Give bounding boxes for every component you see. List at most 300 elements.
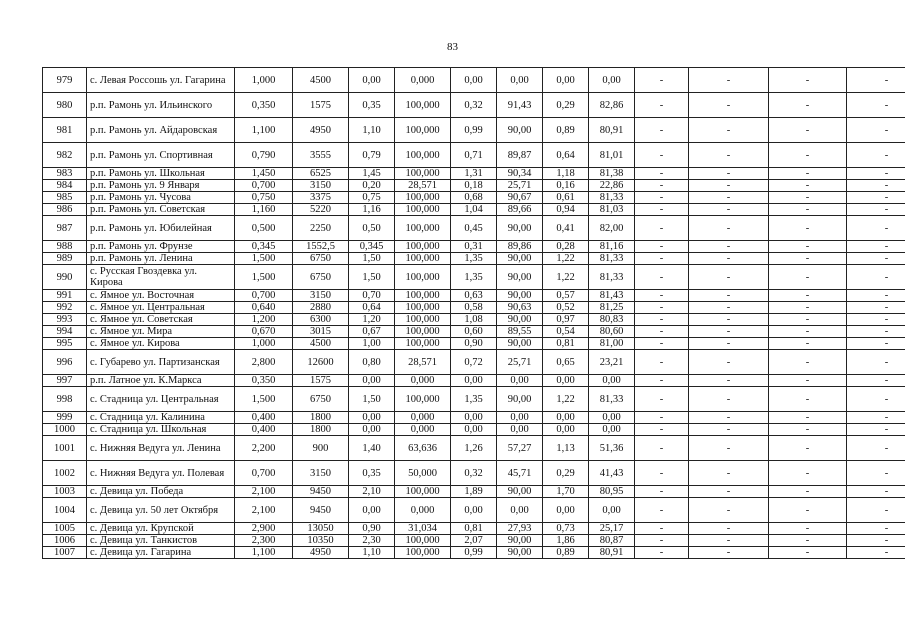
dash-cell-3: -: [769, 204, 847, 216]
percent-2: 89,87: [497, 143, 543, 168]
dash-cell-2: -: [689, 338, 769, 350]
row-number: 1006: [43, 535, 87, 547]
percent-1: 63,636: [395, 436, 451, 461]
value-7: 0,00: [543, 424, 589, 436]
street-name: с. Ямное ул. Восточная: [87, 290, 235, 302]
percent-3: 0,00: [589, 412, 635, 424]
value-3: 1,45: [349, 168, 395, 180]
percent-2: 90,00: [497, 314, 543, 326]
value-2: 1800: [293, 412, 349, 424]
table-row: [43, 204, 905, 216]
dash-cell-1: -: [635, 118, 689, 143]
dash-cell-3: -: [769, 143, 847, 168]
percent-3: 82,86: [589, 93, 635, 118]
table-row: [43, 180, 905, 192]
dash-cell-2: -: [689, 535, 769, 547]
value-2: 6525: [293, 168, 349, 180]
value-7: 0,97: [543, 314, 589, 326]
dash-cell-4: -: [847, 375, 905, 387]
value-3: 0,75: [349, 192, 395, 204]
street-name: с. Нижняя Ведуга ул. Ленина: [87, 436, 235, 461]
dash-cell-3: -: [769, 216, 847, 241]
dash-cell-2: -: [689, 375, 769, 387]
length-km: 0,500: [235, 216, 293, 241]
percent-2: 90,00: [497, 547, 543, 559]
row-number: 1001: [43, 436, 87, 461]
street-name: с. Губарево ул. Партизанская: [87, 350, 235, 375]
row-number: 985: [43, 192, 87, 204]
street-name: р.п. Рамонь ул. Ленина: [87, 253, 235, 265]
value-7: 1,70: [543, 486, 589, 498]
table-row: [43, 93, 905, 118]
value-2: 6750: [293, 265, 349, 290]
value-7: 0,28: [543, 241, 589, 253]
table-row: [43, 498, 905, 523]
dash-cell-4: -: [847, 326, 905, 338]
table-row: [43, 168, 905, 180]
dash-cell-3: -: [769, 523, 847, 535]
length-km: 1,000: [235, 338, 293, 350]
value-5: 0,32: [451, 461, 497, 486]
value-5: 0,45: [451, 216, 497, 241]
table-row: [43, 118, 905, 143]
value-2: 6750: [293, 387, 349, 412]
dash-cell-4: -: [847, 143, 905, 168]
value-3: 0,50: [349, 216, 395, 241]
value-5: 0,68: [451, 192, 497, 204]
dash-cell-2: -: [689, 216, 769, 241]
percent-1: 0,000: [395, 412, 451, 424]
street-name: р.п. Рамонь ул. Ильинского: [87, 93, 235, 118]
dash-cell-2: -: [689, 241, 769, 253]
street-name: с. Ямное ул. Центральная: [87, 302, 235, 314]
value-5: 0,99: [451, 547, 497, 559]
percent-3: 0,00: [589, 375, 635, 387]
value-3: 0,35: [349, 461, 395, 486]
percent-1: 100,000: [395, 143, 451, 168]
value-5: 2,07: [451, 535, 497, 547]
value-5: 1,35: [451, 253, 497, 265]
value-3: 1,50: [349, 253, 395, 265]
dash-cell-1: -: [635, 436, 689, 461]
length-km: 2,200: [235, 436, 293, 461]
value-3: 0,00: [349, 412, 395, 424]
dash-cell-2: -: [689, 486, 769, 498]
table-row: [43, 216, 905, 241]
row-number: 994: [43, 326, 87, 338]
percent-2: 90,00: [497, 216, 543, 241]
value-3: 0,00: [349, 375, 395, 387]
value-7: 0,29: [543, 93, 589, 118]
row-number: 990: [43, 265, 87, 290]
percent-3: 51,36: [589, 436, 635, 461]
dash-cell-4: -: [847, 387, 905, 412]
dash-cell-3: -: [769, 375, 847, 387]
length-km: 1,160: [235, 204, 293, 216]
dash-cell-2: -: [689, 192, 769, 204]
percent-2: 0,00: [497, 424, 543, 436]
percent-1: 100,000: [395, 204, 451, 216]
dash-cell-1: -: [635, 302, 689, 314]
dash-cell-1: -: [635, 535, 689, 547]
value-3: 0,64: [349, 302, 395, 314]
percent-2: 90,67: [497, 192, 543, 204]
value-2: 6300: [293, 314, 349, 326]
length-km: 1,100: [235, 118, 293, 143]
street-name: р.п. Рамонь ул. Спортивная: [87, 143, 235, 168]
table-body: [43, 68, 905, 559]
dash-cell-2: -: [689, 290, 769, 302]
percent-2: 0,00: [497, 375, 543, 387]
row-number: 979: [43, 68, 87, 93]
dash-cell-2: -: [689, 118, 769, 143]
value-2: 12600: [293, 350, 349, 375]
value-2: 4500: [293, 68, 349, 93]
dash-cell-1: -: [635, 143, 689, 168]
percent-2: 90,63: [497, 302, 543, 314]
dash-cell-4: -: [847, 498, 905, 523]
dash-cell-2: -: [689, 93, 769, 118]
dash-cell-3: -: [769, 535, 847, 547]
value-3: 2,30: [349, 535, 395, 547]
percent-3: 0,00: [589, 68, 635, 93]
value-7: 0,89: [543, 547, 589, 559]
value-3: 0,345: [349, 241, 395, 253]
percent-3: 81,33: [589, 265, 635, 290]
street-name: с. Левая Россошь ул. Гагарина: [87, 68, 235, 93]
length-km: 0,750: [235, 192, 293, 204]
row-number: 983: [43, 168, 87, 180]
length-km: 0,350: [235, 93, 293, 118]
percent-1: 100,000: [395, 387, 451, 412]
percent-2: 90,00: [497, 290, 543, 302]
row-number: 992: [43, 302, 87, 314]
percent-1: 100,000: [395, 290, 451, 302]
value-3: 1,50: [349, 387, 395, 412]
value-3: 0,20: [349, 180, 395, 192]
dash-cell-3: -: [769, 326, 847, 338]
dash-cell-2: -: [689, 180, 769, 192]
street-name: с. Девица ул. Крупской: [87, 523, 235, 535]
dash-cell-1: -: [635, 216, 689, 241]
value-7: 0,64: [543, 143, 589, 168]
value-7: 0,81: [543, 338, 589, 350]
value-5: 0,18: [451, 180, 497, 192]
dash-cell-2: -: [689, 314, 769, 326]
percent-1: 100,000: [395, 168, 451, 180]
percent-2: 90,34: [497, 168, 543, 180]
percent-1: 28,571: [395, 180, 451, 192]
row-number: 993: [43, 314, 87, 326]
value-5: 0,60: [451, 326, 497, 338]
dash-cell-2: -: [689, 424, 769, 436]
percent-2: 45,71: [497, 461, 543, 486]
value-5: 0,00: [451, 412, 497, 424]
percent-2: 27,93: [497, 523, 543, 535]
value-5: 1,04: [451, 204, 497, 216]
dash-cell-3: -: [769, 314, 847, 326]
row-number: 987: [43, 216, 87, 241]
dash-cell-1: -: [635, 486, 689, 498]
dash-cell-2: -: [689, 68, 769, 93]
dash-cell-4: -: [847, 547, 905, 559]
value-5: 0,00: [451, 498, 497, 523]
street-name: с. Ямное ул. Советская: [87, 314, 235, 326]
value-2: 1800: [293, 424, 349, 436]
dash-cell-1: -: [635, 424, 689, 436]
table-row: [43, 387, 905, 412]
value-3: 0,79: [349, 143, 395, 168]
dash-cell-2: -: [689, 436, 769, 461]
dash-cell-1: -: [635, 498, 689, 523]
value-2: 13050: [293, 523, 349, 535]
value-2: 4500: [293, 338, 349, 350]
percent-3: 41,43: [589, 461, 635, 486]
street-name: р.п. Рамонь ул. Юбилейная: [87, 216, 235, 241]
dash-cell-3: -: [769, 498, 847, 523]
percent-3: 25,17: [589, 523, 635, 535]
value-7: 0,89: [543, 118, 589, 143]
percent-3: 81,01: [589, 143, 635, 168]
percent-3: 81,16: [589, 241, 635, 253]
percent-3: 81,38: [589, 168, 635, 180]
percent-3: 0,00: [589, 498, 635, 523]
percent-1: 100,000: [395, 535, 451, 547]
value-3: 1,10: [349, 547, 395, 559]
value-7: 0,16: [543, 180, 589, 192]
value-2: 3150: [293, 180, 349, 192]
dash-cell-4: -: [847, 265, 905, 290]
percent-1: 28,571: [395, 350, 451, 375]
length-km: 1,500: [235, 387, 293, 412]
value-3: 0,00: [349, 68, 395, 93]
table-row: [43, 338, 905, 350]
value-5: 0,63: [451, 290, 497, 302]
length-km: 1,500: [235, 253, 293, 265]
value-2: 4950: [293, 118, 349, 143]
table-row: [43, 326, 905, 338]
table-row: [43, 547, 905, 559]
value-3: 1,10: [349, 118, 395, 143]
value-7: 0,41: [543, 216, 589, 241]
table-row: [43, 436, 905, 461]
street-name: р.п. Латное ул. К.Маркса: [87, 375, 235, 387]
street-name: р.п. Рамонь ул. Фрунзе: [87, 241, 235, 253]
dash-cell-1: -: [635, 326, 689, 338]
value-7: 1,86: [543, 535, 589, 547]
dash-cell-4: -: [847, 290, 905, 302]
percent-3: 80,91: [589, 547, 635, 559]
value-3: 1,20: [349, 314, 395, 326]
percent-3: 81,25: [589, 302, 635, 314]
row-number: 991: [43, 290, 87, 302]
dash-cell-2: -: [689, 387, 769, 412]
percent-2: 89,86: [497, 241, 543, 253]
value-5: 0,31: [451, 241, 497, 253]
value-5: 0,58: [451, 302, 497, 314]
value-7: 0,00: [543, 498, 589, 523]
percent-2: 0,00: [497, 412, 543, 424]
length-km: 0,400: [235, 424, 293, 436]
row-number: 1007: [43, 547, 87, 559]
value-5: 0,99: [451, 118, 497, 143]
dash-cell-4: -: [847, 93, 905, 118]
value-7: 1,18: [543, 168, 589, 180]
dash-cell-2: -: [689, 547, 769, 559]
percent-1: 100,000: [395, 192, 451, 204]
value-7: 0,61: [543, 192, 589, 204]
dash-cell-1: -: [635, 314, 689, 326]
percent-1: 100,000: [395, 93, 451, 118]
length-km: 1,000: [235, 68, 293, 93]
row-number: 1004: [43, 498, 87, 523]
value-5: 0,00: [451, 68, 497, 93]
row-number: 982: [43, 143, 87, 168]
dash-cell-2: -: [689, 302, 769, 314]
dash-cell-2: -: [689, 350, 769, 375]
length-km: 1,200: [235, 314, 293, 326]
dash-cell-1: -: [635, 547, 689, 559]
dash-cell-4: -: [847, 535, 905, 547]
dash-cell-4: -: [847, 424, 905, 436]
percent-2: 90,00: [497, 265, 543, 290]
dash-cell-4: -: [847, 168, 905, 180]
percent-2: 0,00: [497, 68, 543, 93]
value-7: 0,00: [543, 375, 589, 387]
value-2: 3150: [293, 290, 349, 302]
percent-3: 81,33: [589, 253, 635, 265]
percent-1: 0,000: [395, 498, 451, 523]
length-km: 0,670: [235, 326, 293, 338]
table-row: [43, 290, 905, 302]
length-km: 2,100: [235, 498, 293, 523]
dash-cell-4: -: [847, 314, 905, 326]
dash-cell-1: -: [635, 265, 689, 290]
page-number: 83: [447, 41, 458, 53]
percent-1: 100,000: [395, 486, 451, 498]
value-3: 0,00: [349, 424, 395, 436]
dash-cell-2: -: [689, 204, 769, 216]
dash-cell-4: -: [847, 486, 905, 498]
dash-cell-4: -: [847, 338, 905, 350]
value-7: 0,57: [543, 290, 589, 302]
dash-cell-4: -: [847, 436, 905, 461]
dash-cell-4: -: [847, 204, 905, 216]
dash-cell-2: -: [689, 265, 769, 290]
value-5: 0,90: [451, 338, 497, 350]
dash-cell-1: -: [635, 93, 689, 118]
table-row: [43, 523, 905, 535]
table-row: [43, 241, 905, 253]
percent-2: 91,43: [497, 93, 543, 118]
length-km: 1,500: [235, 265, 293, 290]
percent-1: 100,000: [395, 265, 451, 290]
table-row: [43, 68, 905, 93]
dash-cell-3: -: [769, 302, 847, 314]
dash-cell-3: -: [769, 350, 847, 375]
value-2: 3015: [293, 326, 349, 338]
table-row: [43, 424, 905, 436]
percent-2: 90,00: [497, 535, 543, 547]
percent-1: 100,000: [395, 118, 451, 143]
value-5: 1,35: [451, 265, 497, 290]
percent-3: 81,33: [589, 387, 635, 412]
percent-3: 81,33: [589, 192, 635, 204]
percent-2: 25,71: [497, 350, 543, 375]
table-row: [43, 535, 905, 547]
percent-1: 100,000: [395, 326, 451, 338]
percent-1: 100,000: [395, 216, 451, 241]
street-name: р.п. Рамонь ул. Школьная: [87, 168, 235, 180]
value-5: 0,71: [451, 143, 497, 168]
value-2: 4950: [293, 547, 349, 559]
value-7: 0,54: [543, 326, 589, 338]
value-7: 0,29: [543, 461, 589, 486]
table-row: [43, 314, 905, 326]
value-3: 0,80: [349, 350, 395, 375]
dash-cell-3: -: [769, 547, 847, 559]
dash-cell-1: -: [635, 168, 689, 180]
percent-3: 81,03: [589, 204, 635, 216]
row-number: 986: [43, 204, 87, 216]
value-2: 2250: [293, 216, 349, 241]
percent-2: 90,00: [497, 486, 543, 498]
percent-2: 57,27: [497, 436, 543, 461]
dash-cell-3: -: [769, 180, 847, 192]
street-name: с. Русская Гвоздевка ул. Кирова: [87, 265, 235, 290]
value-5: 0,00: [451, 424, 497, 436]
percent-3: 81,00: [589, 338, 635, 350]
dash-cell-4: -: [847, 241, 905, 253]
dash-cell-3: -: [769, 241, 847, 253]
percent-3: 80,87: [589, 535, 635, 547]
length-km: 0,700: [235, 290, 293, 302]
value-2: 6750: [293, 253, 349, 265]
street-name: с. Ямное ул. Кирова: [87, 338, 235, 350]
percent-2: 0,00: [497, 498, 543, 523]
percent-1: 100,000: [395, 253, 451, 265]
length-km: 0,640: [235, 302, 293, 314]
dash-cell-3: -: [769, 338, 847, 350]
value-2: 10350: [293, 535, 349, 547]
value-7: 0,73: [543, 523, 589, 535]
value-3: 1,16: [349, 204, 395, 216]
value-2: 1575: [293, 93, 349, 118]
data-table: [42, 67, 905, 559]
dash-cell-2: -: [689, 523, 769, 535]
percent-3: 80,95: [589, 486, 635, 498]
percent-1: 100,000: [395, 314, 451, 326]
value-7: 1,22: [543, 387, 589, 412]
dash-cell-2: -: [689, 412, 769, 424]
dash-cell-3: -: [769, 253, 847, 265]
percent-3: 81,43: [589, 290, 635, 302]
dash-cell-3: -: [769, 93, 847, 118]
value-2: 1552,5: [293, 241, 349, 253]
dash-cell-3: -: [769, 436, 847, 461]
street-name: с. Ямное ул. Мира: [87, 326, 235, 338]
dash-cell-4: -: [847, 192, 905, 204]
value-3: 0,90: [349, 523, 395, 535]
value-5: 1,35: [451, 387, 497, 412]
row-number: 1005: [43, 523, 87, 535]
length-km: 2,900: [235, 523, 293, 535]
row-number: 988: [43, 241, 87, 253]
street-name: р.п. Рамонь ул. Чусова: [87, 192, 235, 204]
value-2: 3555: [293, 143, 349, 168]
value-2: 3375: [293, 192, 349, 204]
street-name: с. Стадница ул. Центральная: [87, 387, 235, 412]
